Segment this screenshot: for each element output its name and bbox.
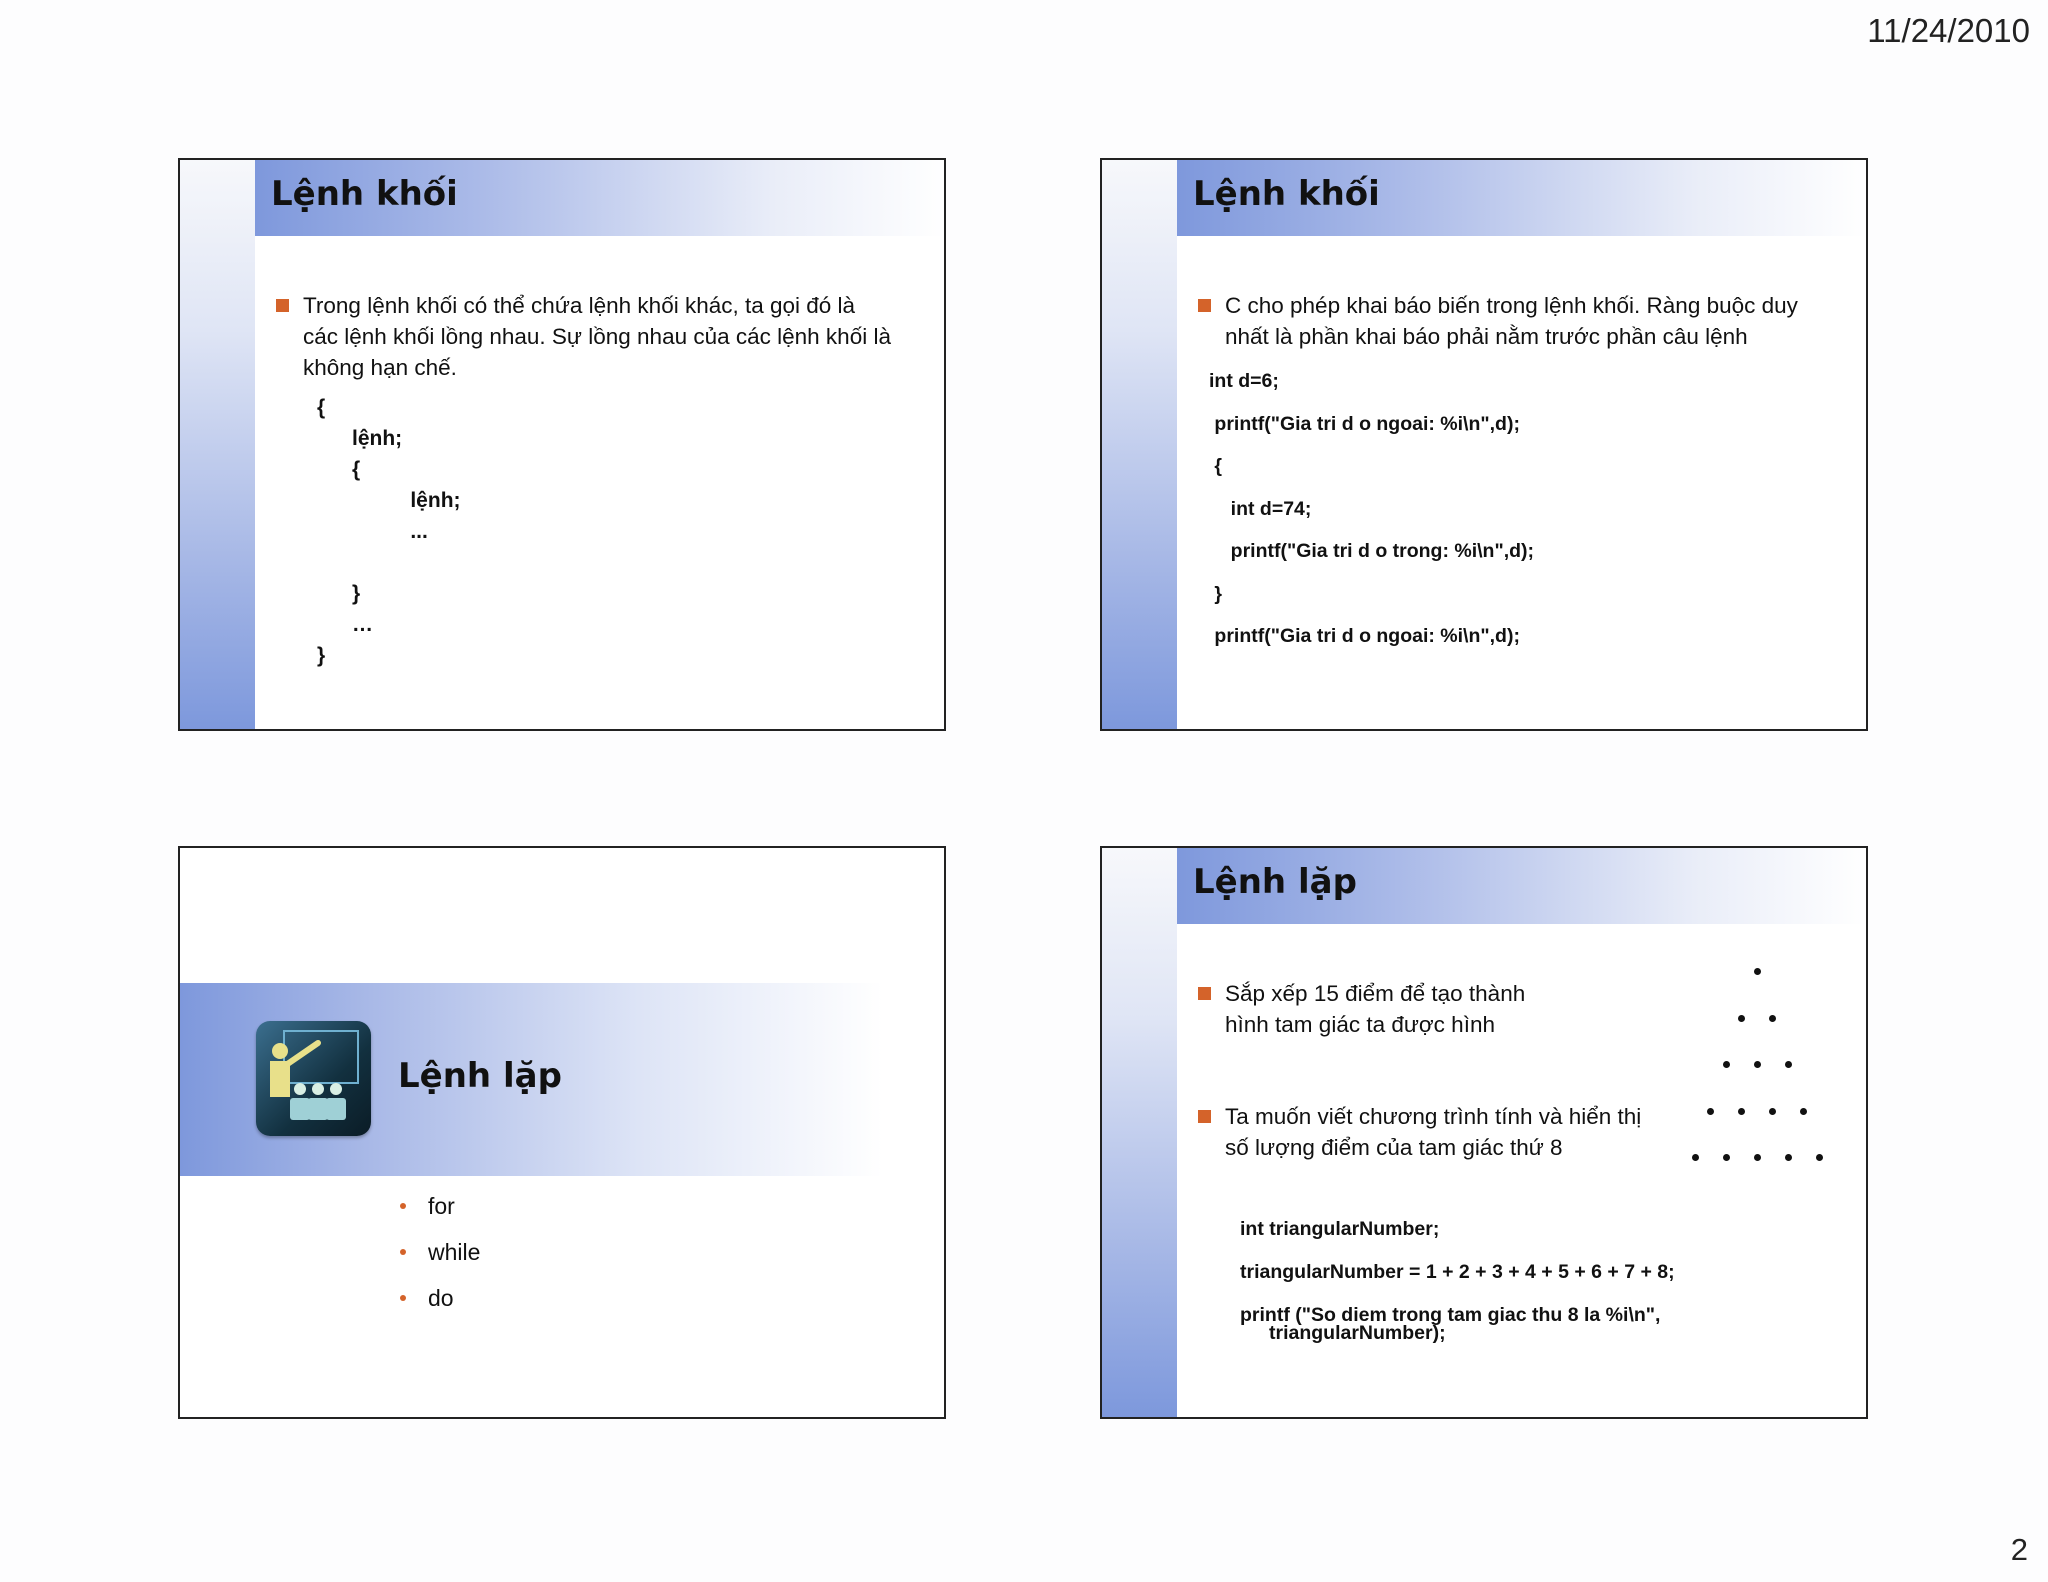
triangle-dot	[1692, 1154, 1699, 1161]
dot-bullet-icon	[400, 1203, 406, 1209]
slide-title: Lệnh khối	[271, 174, 458, 214]
slide-sidebar	[180, 160, 255, 729]
square-bullet-icon	[1198, 299, 1211, 312]
loop-keyword-list	[400, 1183, 480, 1321]
triangle-dot	[1754, 1061, 1761, 1068]
slide-title-bar	[1177, 160, 1866, 236]
list-item	[400, 1275, 480, 1321]
triangle-dot	[1723, 1154, 1730, 1161]
triangle-dot	[1800, 1108, 1807, 1115]
date-header: 11/24/2010	[1867, 12, 2030, 49]
triangle-dot	[1769, 1108, 1776, 1115]
bullet-item	[1198, 290, 1858, 352]
list-item-label: while	[428, 1238, 481, 1265]
slide-lenh-khoi-2	[1100, 158, 1868, 731]
triangle-dot	[1723, 1061, 1730, 1068]
list-item-label: do	[428, 1284, 454, 1311]
triangle-dot	[1816, 1154, 1823, 1161]
slide-lenh-khoi-1	[178, 158, 946, 731]
slide-sidebar	[1102, 848, 1177, 1417]
bullet-text: C cho phép khai báo biến trong lệnh khối. Ràng buộc duy nhất là phần khai báo phải nằm trước phần câu lệnh	[1225, 293, 1798, 349]
triangle-dot	[1769, 1015, 1776, 1022]
bullet-text: Ta muốn viết chương trình tính và hiển thị số lượng điểm của tam giác thứ 8	[1225, 1104, 1642, 1160]
triangle-dot	[1738, 1108, 1745, 1115]
triangle-dot	[1754, 968, 1761, 975]
triangle-dot	[1707, 1108, 1714, 1115]
section-title: Lệnh lặp	[398, 1056, 562, 1096]
triangle-dot	[1785, 1154, 1792, 1161]
code-continuation: triangularNumber);	[1269, 1322, 1446, 1344]
triangle-dots-figure	[1682, 968, 1832, 1168]
dot-bullet-icon	[400, 1295, 406, 1301]
square-bullet-icon	[276, 299, 289, 312]
page-number: 2	[2010, 1532, 2028, 1567]
square-bullet-icon	[1198, 1110, 1211, 1123]
triangle-dot	[1785, 1061, 1792, 1068]
slide-sidebar	[1102, 160, 1177, 729]
triangle-dot	[1738, 1015, 1745, 1022]
slide-title: Lệnh lặp	[1193, 862, 1357, 902]
triangle-dot	[1754, 1154, 1761, 1161]
square-bullet-icon	[1198, 987, 1211, 1000]
slide-lenh-lap	[1100, 846, 1868, 1419]
bullet-text: Trong lệnh khối có thể chứa lệnh khối khác, ta gọi đó là các lệnh khối lồng nhau. Sự lồng nhau của các lệnh khối là không hạn chế.	[303, 293, 891, 380]
code-block: { lệnh; { lệnh; ... } … }	[317, 396, 461, 667]
bullet-item	[276, 290, 926, 383]
slide-title: Lệnh khối	[1193, 174, 1380, 214]
bullet-item	[1198, 978, 1618, 1040]
slide-title-bar	[1177, 848, 1866, 924]
bullet-item	[1198, 1101, 1678, 1163]
bullet-text: Sắp xếp 15 điểm để tạo thành hình tam giác ta được hình	[1225, 981, 1526, 1037]
list-item	[400, 1183, 480, 1229]
code-block: int d=6; printf("Gia tri d o ngoai: %i\n",d); { int d=74; printf("Gia tri d o trong: %i\n",d); } printf("Gia tri d o ngoai: %i\n",d);	[1209, 370, 1535, 647]
code-block: int triangularNumber; triangularNumber = 1 + 2 + 3 + 4 + 5 + 6 + 7 + 8; printf ("So diem trong tam giac thu 8 la %i\n",	[1240, 1218, 1675, 1326]
list-item	[400, 1229, 480, 1275]
slide-title-bar	[255, 160, 944, 236]
dot-bullet-icon	[400, 1249, 406, 1255]
list-item-label: for	[428, 1192, 455, 1219]
slide-section-lenh-lap	[178, 846, 946, 1419]
teacher-presentation-icon	[256, 1021, 371, 1136]
